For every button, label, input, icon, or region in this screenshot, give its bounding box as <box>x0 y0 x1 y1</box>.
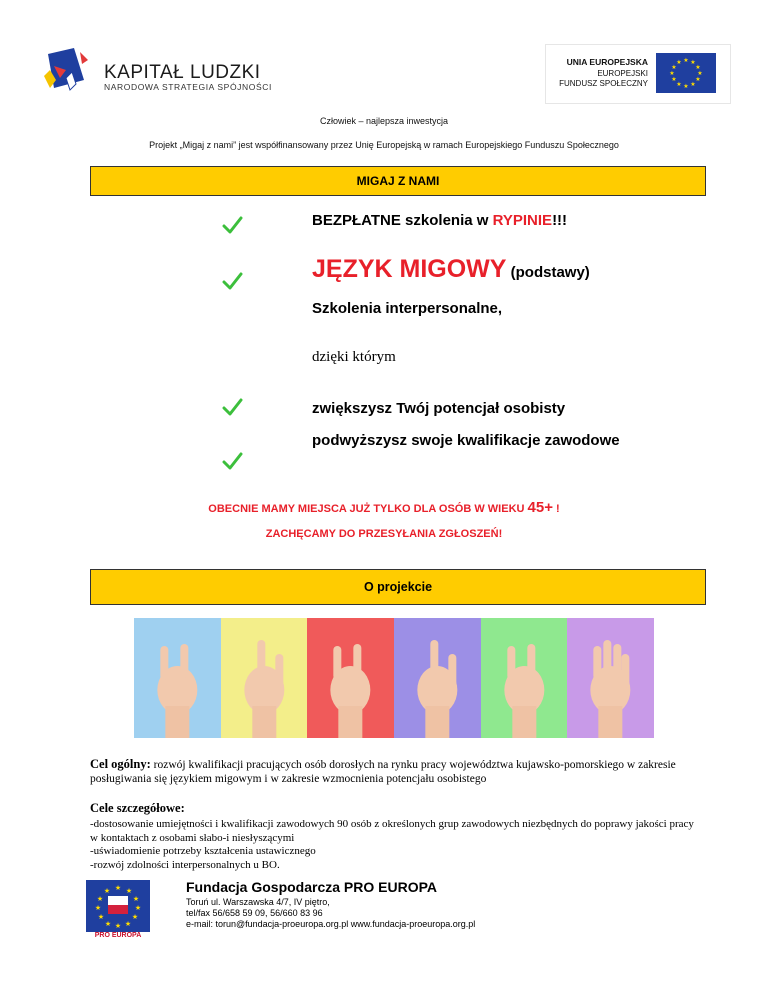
project-funding-line: Projekt „Migaj z nami” jest współfinansowany przez Unię Europejską w ramach Europejskiego Funduszu Społecznego <box>149 140 619 150</box>
svg-text:★: ★ <box>134 904 142 912</box>
list-item: -dostosowanie umiejętności i kwalifikacji zawodowych 90 osób z określonych grup zawodowych niezbędnych do poprawy jakości pracy w kontaktach z osobami słabo-i niesłyszącymi <box>90 818 694 844</box>
eu-flag-icon <box>656 53 716 93</box>
hand-panel-5 <box>481 618 568 738</box>
svg-text:★: ★ <box>94 904 102 912</box>
svg-text:★: ★ <box>125 887 133 895</box>
hand-icon <box>134 618 221 738</box>
eu-line-3: FUNDUSZ SPOŁECZNY <box>559 79 648 88</box>
svg-text:★: ★ <box>671 76 677 83</box>
hand-icon <box>567 618 654 738</box>
svg-text:★: ★ <box>690 81 696 88</box>
svg-text:★: ★ <box>697 70 703 77</box>
sign-language-hands-image <box>134 618 654 738</box>
bullet-free-training: BEZPŁATNE szkolenia w RYPINIE!!! <box>312 212 568 229</box>
svg-text:★: ★ <box>114 884 122 892</box>
checkmark-icon <box>221 396 243 418</box>
svg-text:★: ★ <box>676 81 682 88</box>
email-web-line: e-mail: torun@fundacja-proeuropa.org.pl www.fundacja-proeuropa.org.pl <box>186 919 476 929</box>
kapital-ludzki-title: KAPITAŁ LUDZKI <box>104 62 261 83</box>
specific-goals-list <box>90 818 700 872</box>
age-alert: OBECNIE MAMY MIEJSCA JUŻ TYLKO DLA OSÓB W WIEKU 45+ ! <box>208 499 560 516</box>
banner-o-projekcie: O projekcie <box>90 569 706 605</box>
hand-panel-4 <box>394 618 481 738</box>
bullet-interpersonal: Szkolenia interpersonalne, <box>312 300 503 317</box>
foundation-contact <box>186 897 475 930</box>
motto: Człowiek – najlepsza inwestycja <box>319 116 449 126</box>
svg-text:★: ★ <box>669 70 675 77</box>
svg-text:★: ★ <box>104 920 112 928</box>
svg-text:★: ★ <box>683 57 689 64</box>
phone-line: tel/fax 56/658 59 09, 56/660 83 96 <box>186 908 323 918</box>
hand-panel-1 <box>134 618 221 738</box>
checkmark-icon <box>221 270 243 292</box>
hand-icon <box>481 618 568 738</box>
eu-line-2: EUROPEJSKI <box>597 69 648 78</box>
bullet-qualifications: podwyższysz swoje kwalifikacje zawodowe <box>312 432 620 449</box>
hand-panel-6 <box>567 618 654 738</box>
svg-text:★: ★ <box>114 922 122 930</box>
hand-icon <box>221 618 308 738</box>
bullet-sign-language: JĘZYK MIGOWY (podstawy) <box>312 255 590 283</box>
banner-migaj-z-nami: MIGAJ Z NAMI <box>90 166 706 196</box>
svg-text:★: ★ <box>131 913 139 921</box>
text-thanks-to-which: dzięki którym <box>312 349 396 365</box>
svg-text:★: ★ <box>690 59 696 66</box>
hand-panel-3 <box>307 618 394 738</box>
checkmark-icon <box>221 450 243 472</box>
svg-text:★: ★ <box>676 59 682 66</box>
bullet-potential: zwiększysz Twój potencjał osobisty <box>312 400 566 417</box>
svg-text:★: ★ <box>96 895 104 903</box>
foundation-name: Fundacja Gospodarcza PRO EUROPA <box>186 879 438 895</box>
svg-text:★: ★ <box>695 64 701 71</box>
svg-text:★: ★ <box>97 913 105 921</box>
hand-panel-2 <box>221 618 308 738</box>
svg-text:★: ★ <box>124 920 132 928</box>
svg-text:★: ★ <box>695 76 701 83</box>
hand-icon <box>394 618 481 738</box>
address-line: Toruń ul. Warszawska 4/7, IV piętro, <box>186 897 330 907</box>
svg-text:★: ★ <box>132 895 140 903</box>
kapital-ludzki-subtitle: NARODOWA STRATEGIA SPÓJNOŚCI <box>104 82 272 92</box>
hand-icon <box>307 618 394 738</box>
eu-line-1: UNIA EUROPEJSKA <box>566 57 648 67</box>
list-item: -rozwój zdolności interpersonalnych u BO. <box>90 858 280 871</box>
general-goal: Cel ogólny: rozwój kwalifikacji pracujących osób dorosłych na rynku pracy województwa kujawsko-pomorskiego w zakresie posługiwania się językiem migowym i w zakresie wzmocnienia potencjału osobistego <box>90 757 676 785</box>
svg-text:★: ★ <box>683 83 689 90</box>
pro-europa-logo-label: PRO EUROPA <box>94 932 142 939</box>
svg-text:★: ★ <box>103 887 111 895</box>
application-alert: ZACHĘCAMY DO PRZESYŁANIA ZGŁOSZEŃ! <box>265 528 503 540</box>
specific-goals-heading: Cele szczegółowe: <box>90 801 185 815</box>
checkmark-icon <box>221 214 243 236</box>
svg-text:★: ★ <box>671 64 677 71</box>
list-item: -uświadomienie potrzeby kształcenia ustawicznego <box>90 845 316 857</box>
